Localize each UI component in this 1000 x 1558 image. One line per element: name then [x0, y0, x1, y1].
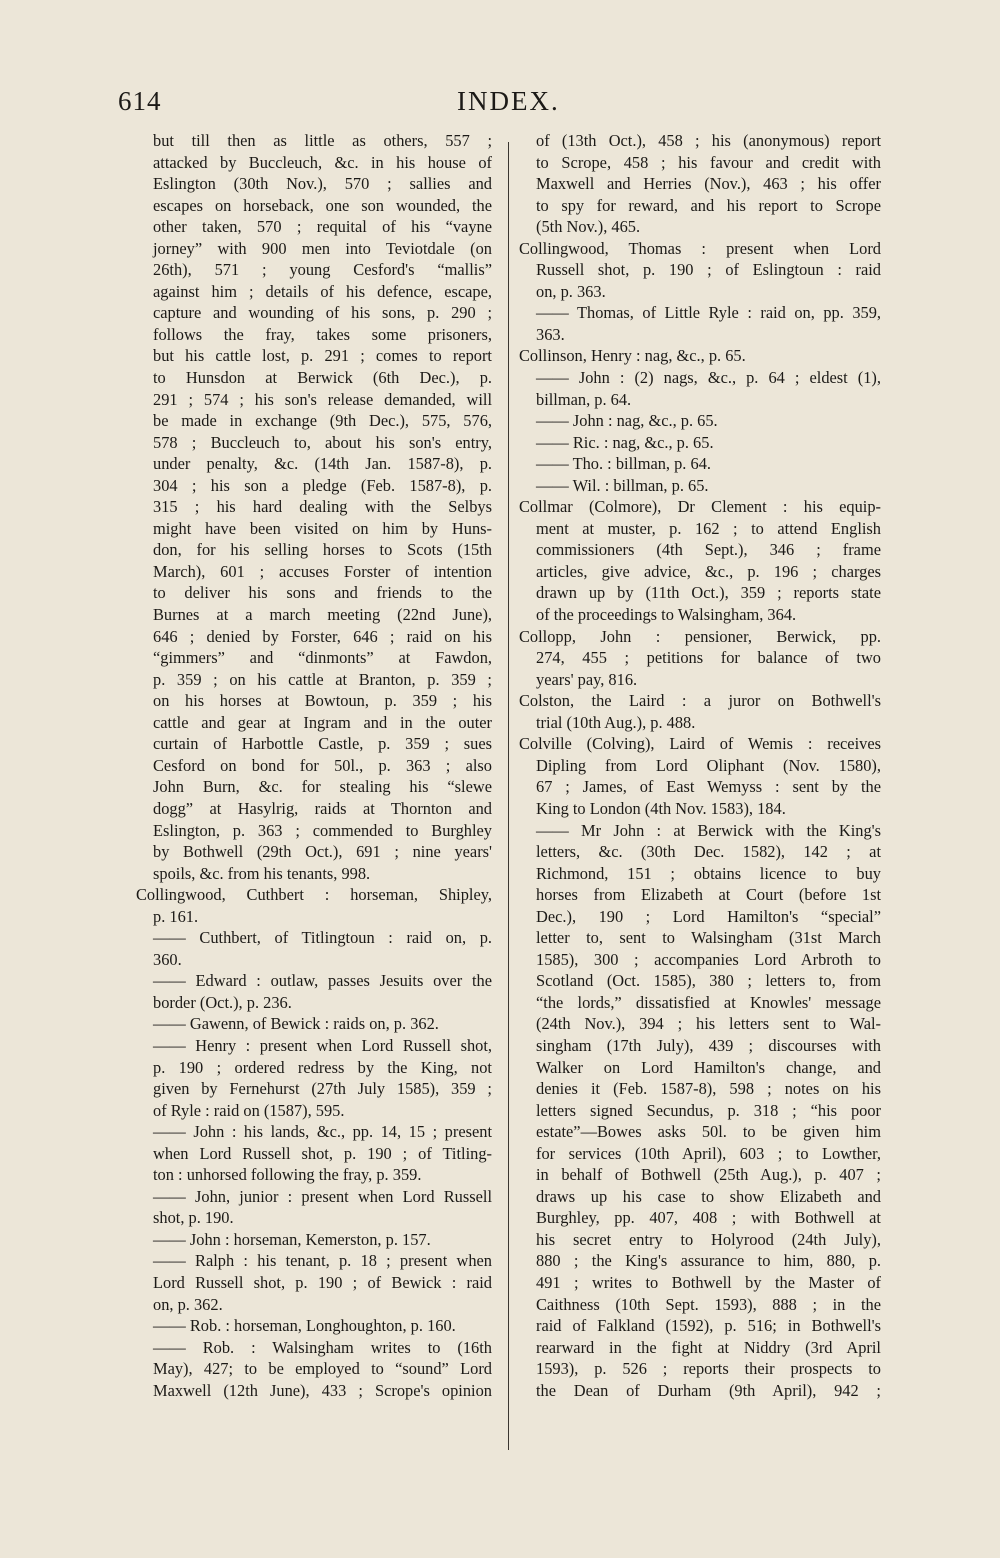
index-line: attacked by Buccleuch, &c. in his house of [153, 152, 492, 172]
index-line: Caithness (10th Sept. 1593), 888 ; in the [536, 1294, 881, 1314]
index-line: “the lords,” dissatisfied at Knowles' message [536, 992, 881, 1012]
index-line: to spy for reward, and his report to Scrope [536, 195, 881, 215]
index-line: jorney” with 900 men into Teviotdale (on [153, 238, 492, 258]
index-line: p. 161. [153, 906, 199, 926]
index-line: (24th Nov.), 394 ; his letters sent to Wal- [536, 1014, 881, 1034]
index-line: May), 427; to be employed to “sound” Lord [153, 1359, 492, 1379]
index-line: —— Thomas, of Little Ryle : raid on, pp. 359, [536, 303, 881, 323]
index-line: to deliver his sons and friends to the [153, 583, 492, 603]
index-line: —— Rob. : Walsingham writes to (16th [153, 1337, 492, 1357]
index-line: when Lord Russell shot, p. 190 ; of Titling- [153, 1143, 492, 1163]
index-line: —— John : nag, &c., p. 65. [536, 411, 718, 431]
index-line: Richmond, 151 ; obtains licence to buy [536, 863, 881, 883]
index-line: ton : unhorsed following the fray, p. 359. [153, 1165, 422, 1185]
index-line: —— John, junior : present when Lord Russell [153, 1186, 492, 1206]
index-line: of Ryle : raid on (1587), 595. [153, 1100, 345, 1120]
index-line: to Hunsdon at Berwick (6th Dec.), p. [153, 368, 492, 388]
index-line: March), 601 ; accuses Forster of intention [153, 561, 492, 581]
index-line: John Burn, &c. for stealing his “slewe [153, 777, 492, 797]
index-line: trial (10th Aug.), p. 488. [536, 712, 696, 732]
index-line: Dec.), 190 ; Lord Hamilton's “special” [536, 906, 881, 926]
index-line: p. 190 ; ordered redress by the King, not [153, 1057, 492, 1077]
index-line: King to London (4th Nov. 1583), 184. [536, 798, 786, 818]
index-line: articles, give advice, &c., p. 196 ; charges [536, 561, 881, 581]
index-line: ment at muster, p. 162 ; to attend English [536, 518, 881, 538]
index-line: letter to, sent to Walsingham (31st March [536, 928, 881, 948]
index-line: 26th), 571 ; young Cesford's “mallis” [153, 260, 492, 280]
index-line: to Scrope, 458 ; his favour and credit with [536, 152, 881, 172]
index-line: Collingwood, Thomas : present when Lord [519, 238, 881, 258]
index-line: (5th Nov.), 465. [536, 217, 641, 237]
index-line: dogg” at Hasylrig, raids at Thornton and [153, 798, 492, 818]
page-number: 614 [118, 86, 162, 116]
page-header [0, 86, 1000, 126]
index-line: letters signed Secundus, p. 318 ; “his poor [536, 1100, 881, 1120]
index-line: “gimmers” and “dinmonts” at Fawdon, [153, 648, 492, 668]
index-line: Dipling from Lord Oliphant (Nov. 1580), [536, 755, 881, 775]
index-line: border (Oct.), p. 236. [153, 992, 292, 1012]
index-line: don, for his selling horses to Scots (15th [153, 540, 492, 560]
index-line: other taken, 570 ; requital of his “vayne [153, 217, 492, 237]
index-line: —— John : his lands, &c., pp. 14, 15 ; present [153, 1122, 492, 1142]
index-line: by Bothwell (29th Oct.), 691 ; nine years' [153, 842, 492, 862]
index-line: 363. [536, 324, 565, 344]
index-line: drawn up by (11th Oct.), 359 ; reports state [536, 583, 881, 603]
index-line: 491 ; writes to Bothwell by the Master of [536, 1272, 881, 1292]
index-line: —— Cuthbert, of Titlingtoun : raid on, p. [153, 928, 492, 948]
index-line: commissioners (4th Sept.), 346 ; frame [536, 540, 881, 560]
index-line: 646 ; denied by Forster, 646 ; raid on his [153, 626, 492, 646]
index-line: Walker on Lord Hamilton's change, and [536, 1057, 881, 1077]
index-line: raid of Falkland (1592), p. 516; in Bothwell's [536, 1316, 881, 1336]
index-line: —— Ralph : his tenant, p. 18 ; present when [153, 1251, 492, 1271]
index-line: on, p. 363. [536, 281, 606, 301]
index-line: Eslington (30th Nov.), 570 ; sallies and [153, 174, 492, 194]
index-line: cattle and gear at Ingram and in the outer [153, 712, 492, 732]
index-line: Collopp, John : pensioner, Berwick, pp. [519, 626, 881, 646]
index-line: of the proceedings to Walsingham, 364. [536, 605, 797, 625]
index-line: under penalty, &c. (14th Jan. 1587-8), p. [153, 454, 492, 474]
index-line: curtain of Harbottle Castle, p. 359 ; sues [153, 734, 492, 754]
index-line: Burnes at a march meeting (22nd June), [153, 605, 492, 625]
index-line: 1585), 300 ; accompanies Lord Arbroth to [536, 949, 881, 969]
index-line: 578 ; Buccleuch to, about his son's entry, [153, 432, 492, 452]
index-line: letters, &c. (30th Dec. 1582), 142 ; at [536, 842, 881, 862]
index-line: singham (17th July), 439 ; discourses with [536, 1035, 881, 1055]
index-line: Cesford on bond for 50l., p. 363 ; also [153, 755, 492, 775]
index-line: shot, p. 190. [153, 1208, 234, 1228]
running-head: INDEX. [457, 86, 560, 116]
index-line: 1593), p. 526 ; reports their prospects to [536, 1359, 881, 1379]
index-line: Eslington, p. 363 ; commended to Burghley [153, 820, 492, 840]
index-line: —— John : (2) nags, &c., p. 64 ; eldest (1), [536, 368, 881, 388]
index-line: Russell shot, p. 190 ; of Eslingtoun : raid [536, 260, 881, 280]
index-line: might have been visited on him by Huns- [153, 518, 492, 538]
index-line: 67 ; James, of East Wemyss : sent by the [536, 777, 881, 797]
index-line: p. 359 ; on his cattle at Branton, p. 359 ; [153, 669, 492, 689]
index-line: spoils, &c. from his tenants, 998. [153, 863, 371, 883]
index-line: capture and wounding of his sons, p. 290 ; [153, 303, 492, 323]
index-line: 304 ; his son a pledge (Feb. 1587-8), p. [153, 475, 492, 495]
index-line: be made in exchange (9th Dec.), 575, 576, [153, 411, 492, 431]
index-line: —— Mr John : at Berwick with the King's [536, 820, 881, 840]
index-line: —— John : horseman, Kemerston, p. 157. [153, 1229, 431, 1249]
index-line: estate”—Bowes asks 50l. to be given him [536, 1122, 881, 1142]
index-line: Maxwell (12th June), 433 ; Scrope's opinion [153, 1380, 492, 1400]
index-line: against him ; details of his defence, escape, [153, 281, 492, 301]
index-line: Colston, the Laird : a juror on Bothwell's [519, 691, 881, 711]
index-line: follows the fray, takes some prisoners, [153, 324, 492, 344]
index-line: draws up his case to show Elizabeth and [536, 1186, 881, 1206]
index-line: —— Gawenn, of Bewick : raids on, p. 362. [153, 1014, 439, 1034]
index-line: Burghley, pp. 407, 408 ; with Bothwell at [536, 1208, 881, 1228]
index-line: Collingwood, Cuthbert : horseman, Shipley, [136, 885, 492, 905]
index-line: 291 ; 574 ; his son's release demanded, will [153, 389, 492, 409]
index-line: Maxwell and Herries (Nov.), 463 ; his offer [536, 174, 881, 194]
index-line: denies it (Feb. 1587-8), 598 ; notes on his [536, 1079, 881, 1099]
index-line: 274, 455 ; petitions for balance of two [536, 648, 881, 668]
index-line: in behalf of Bothwell (25th Aug.), p. 407 ; [536, 1165, 881, 1185]
index-line: 315 ; his hard dealing with the Selbys [153, 497, 492, 517]
index-line: horses from Elizabeth at Court (before 1st [536, 885, 881, 905]
index-line: Collmar (Colmore), Dr Clement : his equip- [519, 497, 881, 517]
index-line: rearward in the fight at Niddry (3rd April [536, 1337, 881, 1357]
index-line: —— Rob. : horseman, Longhoughton, p. 160. [153, 1316, 456, 1336]
index-line: on, p. 362. [153, 1294, 223, 1314]
index-line: Scotland (Oct. 1585), 380 ; letters to, from [536, 971, 881, 991]
column-rule [508, 142, 509, 1450]
index-line: but his cattle lost, p. 291 ; comes to report [153, 346, 492, 366]
index-line: escapes on horseback, one son wounded, the [153, 195, 492, 215]
index-column-left [136, 130, 492, 1401]
index-line: —— Edward : outlaw, passes Jesuits over the [153, 971, 492, 991]
index-line: years' pay, 816. [536, 669, 638, 689]
index-line: —— Henry : present when Lord Russell shot, [153, 1035, 492, 1055]
index-line: —— Tho. : billman, p. 64. [536, 454, 711, 474]
index-line: his secret entry to Holyrood (24th July), [536, 1229, 881, 1249]
index-column-right [519, 130, 881, 1401]
index-line: —— Ric. : nag, &c., p. 65. [536, 432, 714, 452]
index-line: Collinson, Henry : nag, &c., p. 65. [519, 346, 746, 366]
index-line: 360. [153, 949, 182, 969]
index-line: billman, p. 64. [536, 389, 632, 409]
index-line: 880 ; the King's assurance to him, 880, p. [536, 1251, 881, 1271]
index-line: Colville (Colving), Laird of Wemis : receives [519, 734, 881, 754]
index-line: —— Wil. : billman, p. 65. [536, 475, 709, 495]
index-line: of (13th Oct.), 458 ; his (anonymous) report [536, 131, 881, 150]
index-line: the Dean of Durham (9th April), 942 ; [536, 1380, 881, 1400]
index-line: given by Fernehurst (27th July 1585), 359 ; [153, 1079, 492, 1099]
index-line: on his horses at Bowtoun, p. 359 ; his [153, 691, 492, 711]
index-line: for services (10th April), 603 ; to Lowther, [536, 1143, 881, 1163]
index-line: Lord Russell shot, p. 190 ; of Bewick : raid [153, 1272, 492, 1292]
index-line: but till then as little as others, 557 ; [153, 131, 492, 150]
